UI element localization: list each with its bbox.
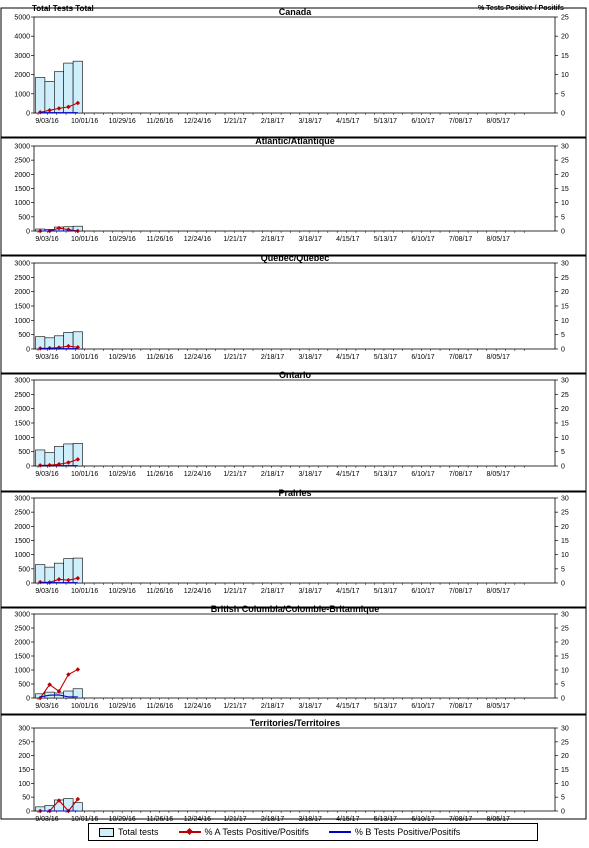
y-tick-label: 2000 [14, 523, 30, 531]
x-tick-label: 3/18/17 [298, 118, 322, 125]
y-tick-label: 1500 [14, 420, 30, 428]
x-tick-label: 11/26/16 [146, 471, 174, 478]
x-tick-label: 8/05/17 [486, 588, 510, 595]
y-tick-label: 500 [18, 681, 30, 689]
plot-area [34, 263, 555, 349]
x-tick-label: 5/13/17 [373, 816, 398, 823]
x-tick-label: 10/01/16 [70, 588, 99, 595]
y-tick-label: 0 [26, 463, 30, 471]
y-tick-label: 1500 [14, 186, 30, 193]
x-tick-label: 9/03/16 [35, 471, 59, 478]
chart-panel-5 [1, 604, 586, 714]
y-tick-label: 0 [26, 695, 30, 703]
y2-tick-label: 25 [561, 625, 569, 633]
x-tick-label: 6/10/17 [411, 236, 435, 243]
x-tick-label: 7/08/17 [448, 236, 473, 243]
legend-item-total [99, 827, 159, 837]
x-tick-label: 11/26/16 [146, 588, 174, 595]
x-tick-label: 1/21/17 [223, 354, 247, 361]
legend-item-a [179, 827, 309, 837]
chart-panel-2 [1, 253, 586, 373]
x-tick-label: 2/18/17 [260, 354, 285, 361]
x-tick-label: 1/21/17 [223, 471, 247, 478]
y-tick-label: 3000 [14, 377, 30, 385]
y-tick-label: 3000 [14, 611, 30, 619]
y-tick-label: 2000 [14, 72, 30, 80]
y-tick-label: 1500 [14, 538, 30, 545]
chart-panel-3 [1, 370, 586, 491]
x-tick-label: 9/03/16 [35, 236, 59, 243]
y2-tick-label: 30 [561, 611, 569, 619]
legend-item-b [329, 827, 460, 837]
y-tick-label: 1000 [14, 667, 30, 675]
y-tick-label: 0 [26, 808, 30, 816]
x-tick-label: 6/10/17 [411, 118, 435, 125]
x-tick-label: 10/29/16 [108, 816, 136, 823]
x-tick-label: 7/08/17 [448, 354, 473, 361]
x-tick-label: 10/29/16 [108, 118, 136, 125]
legend-swatch-b [329, 831, 351, 833]
y-tick-label: 500 [18, 332, 30, 340]
y-tick-label: 50 [22, 794, 30, 802]
y2-tick-label: 25 [561, 157, 569, 165]
x-tick-label: 4/15/17 [336, 471, 360, 478]
x-tick-label: 1/21/17 [223, 118, 247, 125]
left-axis-title: Total Tests Total [32, 4, 94, 13]
x-tick-label: 7/08/17 [448, 816, 473, 823]
y2-tick-label: 10 [561, 72, 569, 80]
x-tick-label: 6/10/17 [411, 471, 435, 478]
y2-tick-label: 30 [561, 725, 569, 733]
y2-tick-label: 10 [561, 434, 569, 442]
x-tick-label: 9/03/16 [35, 354, 59, 361]
y2-tick-label: 30 [561, 495, 569, 503]
plot-area [34, 17, 555, 113]
x-tick-label: 12/24/16 [183, 118, 212, 125]
x-tick-label: 12/24/16 [183, 816, 212, 823]
x-tick-label: 4/15/17 [336, 588, 360, 595]
chart-panel-0 [1, 7, 586, 137]
y-tick-label: 2500 [14, 509, 30, 517]
legend-swatch-total [99, 828, 114, 837]
chart-title: Quebec/Québec [260, 253, 330, 263]
chart-panel-1 [1, 136, 586, 255]
bar-total-tests [36, 77, 45, 113]
x-tick-label: 3/18/17 [298, 703, 322, 710]
x-tick-label: 3/18/17 [298, 588, 322, 595]
x-tick-label: 2/18/17 [260, 588, 285, 595]
right-axis-title: % Tests Positive / Positifs [478, 5, 564, 12]
y2-tick-label: 15 [561, 420, 569, 428]
x-tick-label: 7/08/17 [448, 588, 473, 595]
chart-title: Canada [278, 7, 312, 17]
y2-tick-label: 15 [561, 303, 569, 311]
y2-tick-label: 20 [561, 171, 569, 179]
x-tick-label: 3/18/17 [298, 354, 322, 361]
legend-label-a: % A Tests Positive/Positifs [204, 827, 309, 837]
x-tick-label: 10/29/16 [108, 471, 136, 478]
y-tick-label: 2000 [14, 639, 30, 647]
y-tick-label: 1000 [14, 552, 30, 560]
y2-tick-label: 0 [561, 808, 565, 816]
x-tick-label: 9/03/16 [35, 588, 59, 595]
y2-tick-label: 25 [561, 739, 569, 747]
y2-tick-label: 20 [561, 639, 569, 647]
chart-panel-4 [1, 488, 586, 607]
y-tick-label: 3000 [14, 143, 30, 151]
y2-tick-label: 10 [561, 317, 569, 325]
y-tick-label: 2500 [14, 274, 30, 282]
x-tick-label: 10/29/16 [108, 354, 136, 361]
x-tick-label: 1/21/17 [223, 703, 247, 710]
y2-tick-label: 15 [561, 52, 569, 60]
x-tick-label: 5/13/17 [373, 354, 398, 361]
x-tick-label: 12/24/16 [183, 471, 212, 478]
y2-tick-label: 15 [561, 653, 569, 661]
x-tick-label: 3/18/17 [298, 236, 322, 243]
y-tick-label: 100 [18, 780, 30, 788]
x-tick-label: 1/21/17 [223, 236, 247, 243]
y2-tick-label: 10 [561, 780, 569, 788]
x-tick-label: 5/13/17 [373, 471, 398, 478]
x-tick-label: 10/29/16 [108, 588, 136, 595]
x-tick-label: 11/26/16 [146, 118, 174, 125]
x-tick-label: 8/05/17 [486, 471, 510, 478]
x-tick-label: 4/15/17 [336, 118, 360, 125]
chart-title: Territories/Territoires [249, 718, 341, 728]
x-tick-label: 8/05/17 [486, 354, 510, 361]
x-tick-label: 11/26/16 [146, 354, 174, 361]
x-tick-label: 2/18/17 [260, 236, 285, 243]
x-tick-label: 6/10/17 [411, 588, 435, 595]
y2-tick-label: 10 [561, 667, 569, 675]
y2-tick-label: 5 [561, 681, 565, 689]
x-tick-label: 10/01/16 [70, 354, 99, 361]
x-tick-label: 10/29/16 [108, 703, 136, 710]
y-tick-label: 1500 [14, 653, 30, 661]
plot-area [34, 146, 555, 231]
y2-tick-label: 25 [561, 391, 569, 399]
x-tick-label: 8/05/17 [486, 236, 510, 243]
x-tick-label: 5/13/17 [373, 703, 398, 710]
y-tick-label: 1000 [14, 317, 30, 325]
y-tick-label: 2000 [14, 171, 30, 179]
x-tick-label: 1/21/17 [223, 816, 247, 823]
plot-area [34, 498, 555, 583]
x-tick-label: 7/08/17 [448, 118, 473, 125]
y2-tick-label: 15 [561, 767, 569, 774]
y-tick-label: 0 [26, 110, 30, 118]
x-tick-label: 6/10/17 [411, 816, 435, 823]
x-tick-label: 5/13/17 [373, 236, 398, 243]
plot-area [34, 380, 555, 466]
y2-tick-label: 20 [561, 753, 569, 761]
x-tick-label: 4/15/17 [336, 816, 360, 823]
y2-tick-label: 20 [561, 406, 569, 414]
series-a-point [76, 667, 81, 672]
y-tick-label: 1000 [14, 434, 30, 442]
chart-panel-6 [1, 715, 586, 823]
x-tick-label: 5/13/17 [373, 588, 398, 595]
x-tick-label: 12/24/16 [183, 236, 212, 243]
x-tick-label: 1/21/17 [223, 588, 247, 595]
y2-tick-label: 25 [561, 14, 569, 22]
y-tick-label: 3000 [14, 495, 30, 503]
y-tick-label: 300 [18, 725, 30, 733]
x-tick-label: 12/24/16 [183, 703, 212, 710]
x-tick-label: 5/13/17 [373, 118, 398, 125]
y2-tick-label: 5 [561, 332, 565, 340]
y2-tick-label: 20 [561, 523, 569, 531]
y-tick-label: 1500 [14, 303, 30, 311]
x-tick-label: 4/15/17 [336, 354, 360, 361]
x-tick-label: 9/03/16 [35, 703, 59, 710]
y2-tick-label: 0 [561, 346, 565, 354]
x-tick-label: 10/01/16 [70, 236, 99, 243]
y2-tick-label: 0 [561, 695, 565, 703]
x-tick-label: 11/26/16 [146, 816, 174, 823]
y2-tick-label: 20 [561, 289, 569, 297]
y2-tick-label: 10 [561, 200, 569, 208]
y2-tick-label: 0 [561, 463, 565, 471]
chart-title: Ontario [278, 370, 312, 380]
x-tick-label: 3/18/17 [298, 816, 322, 823]
bar-total-tests [73, 443, 82, 466]
y2-tick-label: 15 [561, 538, 569, 545]
y2-tick-label: 5 [561, 794, 565, 802]
y-tick-label: 3000 [14, 260, 30, 268]
x-tick-label: 4/15/17 [336, 703, 360, 710]
y-tick-label: 500 [18, 566, 30, 574]
y-tick-label: 1000 [14, 200, 30, 208]
y-tick-label: 2500 [14, 625, 30, 633]
x-tick-label: 2/18/17 [260, 703, 285, 710]
x-tick-label: 3/18/17 [298, 471, 322, 478]
y-tick-label: 150 [18, 767, 30, 774]
x-tick-label: 2/18/17 [260, 816, 285, 823]
x-tick-label: 6/10/17 [411, 703, 435, 710]
y2-tick-label: 30 [561, 143, 569, 151]
y2-tick-label: 0 [561, 110, 565, 118]
x-tick-label: 7/08/17 [448, 471, 473, 478]
y-tick-label: 4000 [14, 33, 30, 41]
x-tick-label: 10/29/16 [108, 236, 136, 243]
y-tick-label: 2000 [14, 289, 30, 297]
x-tick-label: 9/03/16 [35, 118, 59, 125]
y-tick-label: 0 [26, 580, 30, 588]
x-tick-label: 11/26/16 [146, 703, 174, 710]
x-tick-label: 6/10/17 [411, 354, 435, 361]
y2-tick-label: 30 [561, 260, 569, 268]
y2-tick-label: 25 [561, 274, 569, 282]
y-tick-label: 500 [18, 214, 30, 222]
y-tick-label: 5000 [14, 14, 30, 22]
chart-legend [88, 823, 538, 841]
y-tick-label: 2500 [14, 391, 30, 399]
panel-frame [1, 715, 586, 819]
y-tick-label: 500 [18, 449, 30, 457]
y2-tick-label: 5 [561, 214, 565, 222]
x-tick-label: 8/05/17 [486, 703, 510, 710]
x-tick-label: 2/18/17 [260, 118, 285, 125]
chart-title: Prairies [278, 488, 312, 498]
x-tick-label: 10/01/16 [70, 118, 99, 125]
y-tick-label: 3000 [14, 52, 30, 60]
y2-tick-label: 30 [561, 377, 569, 385]
x-tick-label: 7/08/17 [448, 703, 473, 710]
x-tick-label: 10/01/16 [70, 471, 99, 478]
y-tick-label: 0 [26, 346, 30, 354]
y-tick-label: 0 [26, 228, 30, 236]
y2-tick-label: 20 [561, 33, 569, 41]
x-tick-label: 12/24/16 [183, 588, 212, 595]
x-tick-label: 2/18/17 [260, 471, 285, 478]
x-tick-label: 10/01/16 [70, 816, 99, 823]
x-tick-label: 12/24/16 [183, 354, 212, 361]
y-tick-label: 250 [18, 739, 30, 747]
legend-label-b: % B Tests Positive/Positifs [354, 827, 461, 837]
x-tick-label: 8/05/17 [486, 118, 510, 125]
plot-area [34, 728, 555, 811]
y-tick-label: 1000 [14, 91, 30, 99]
plot-area [34, 614, 555, 698]
series-a-point [66, 672, 71, 677]
y-tick-label: 2500 [14, 157, 30, 165]
y2-tick-label: 15 [561, 186, 569, 193]
y2-tick-label: 10 [561, 552, 569, 560]
y2-tick-label: 5 [561, 449, 565, 457]
y2-tick-label: 25 [561, 509, 569, 517]
x-tick-label: 9/03/16 [35, 816, 59, 823]
x-tick-label: 10/01/16 [70, 703, 99, 710]
y2-tick-label: 5 [561, 91, 565, 99]
chart-title: British Columbia/Colombie-Britannique [210, 604, 380, 614]
legend-label-total: Total tests [118, 827, 159, 837]
x-tick-label: 8/05/17 [486, 816, 510, 823]
legend-swatch-a [179, 831, 201, 833]
y2-tick-label: 0 [561, 580, 565, 588]
x-tick-label: 11/26/16 [146, 236, 174, 243]
chart-title: Atlantic/Atlantique [255, 136, 335, 146]
y2-tick-label: 0 [561, 228, 565, 236]
x-tick-label: 4/15/17 [336, 236, 360, 243]
y-tick-label: 2000 [14, 406, 30, 414]
y-tick-label: 200 [18, 753, 30, 761]
y2-tick-label: 5 [561, 566, 565, 574]
